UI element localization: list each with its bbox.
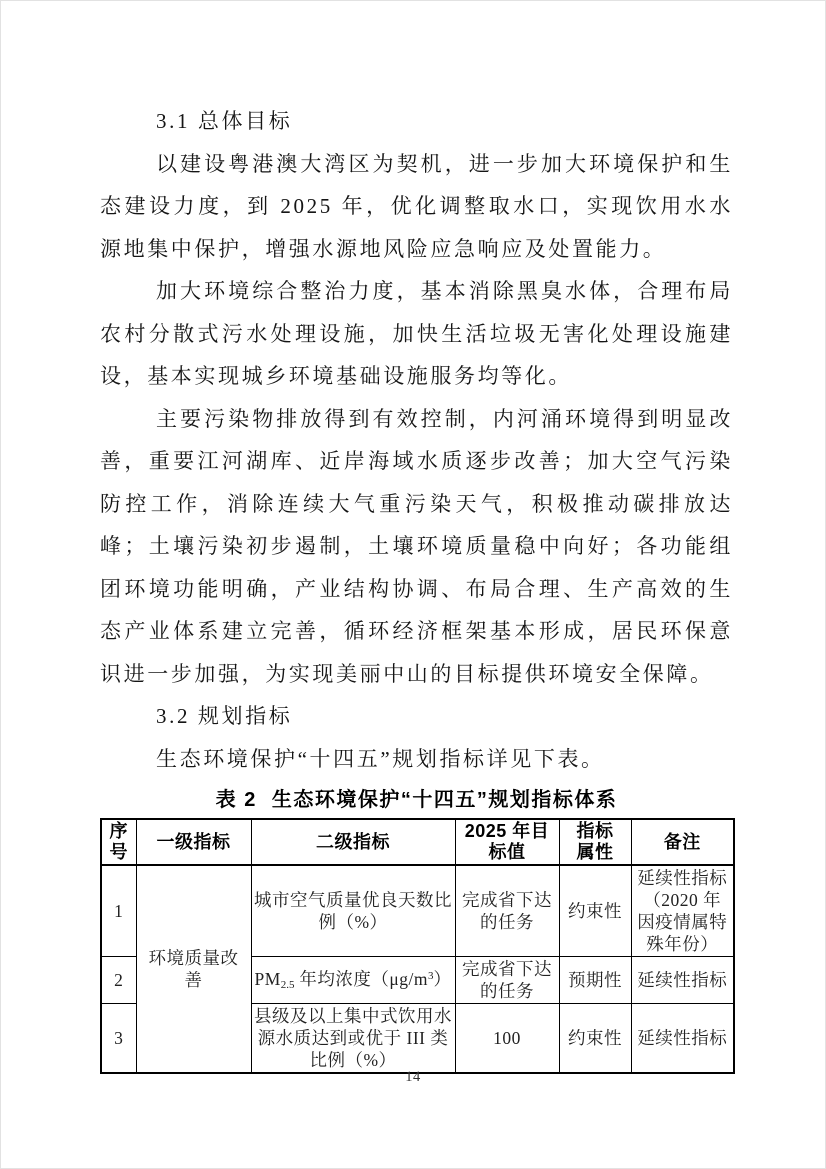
pm25-mid: 年均浓度（μg/m (294, 968, 429, 989)
column-header-primary-indicator: 一级指标 (136, 819, 251, 865)
paragraph-planning-indicators: 生态环境保护“十四五”规划指标详见下表。 (156, 746, 605, 771)
cell-primary-indicator (136, 865, 251, 1073)
column-header-no: 序号 (101, 819, 136, 865)
cell-note: 延续性指标 (631, 1004, 734, 1074)
cell-secondary-indicator: 县级及以上集中式饮用水源水质达到或优于 III 类比例（%） (251, 1004, 455, 1074)
column-header-attribute-label: 指标属性 (576, 821, 614, 862)
cell-attribute: 约束性 (559, 1004, 631, 1074)
table-row (101, 865, 734, 957)
column-header-target-2025: 2025 年目标值 (455, 819, 559, 865)
pm25-superscript: 3 (428, 969, 434, 982)
cell-no: 1 (101, 865, 136, 957)
table-caption-number: 表 2 (215, 789, 257, 811)
column-header-secondary-indicator: 二级指标 (251, 819, 455, 865)
document-body (100, 100, 733, 1074)
pm25-subscript: 2.5 (280, 978, 295, 991)
cell-note: 延续性指标（2020 年因疫情属特殊年份） (631, 865, 734, 957)
cell-attribute: 预期性 (559, 957, 631, 1004)
cell-secondary-indicator (251, 957, 455, 1004)
column-header-note: 备注 (631, 819, 734, 865)
paragraph-overall-goal-1: 以建设粤港澳大湾区为契机，进一步加大环境保护和生态建设力度，到 2025 年，优化调整取水口，实现饮用水水源地集中保护，增强水源地风险应急响应及处置能力。 (100, 151, 733, 261)
table-caption (100, 785, 733, 815)
paragraph-overall-goal-2: 加大环境综合整治力度，基本消除黑臭水体，合理布局农村分散式污水处理设施，加快生活垃圾无害化处理设施建设，基本实现城乡环境基础设施服务均等化。 (100, 279, 733, 388)
cell-secondary-indicator: 城市空气质量优良天数比例（%） (251, 865, 455, 957)
cell-note: 延续性指标 (631, 957, 734, 1004)
column-header-attribute (559, 819, 631, 865)
section-heading-3-2: 3.2 规划指标 (156, 704, 293, 728)
cell-no: 3 (101, 1004, 136, 1074)
cell-attribute: 约束性 (559, 865, 631, 957)
cell-target: 100 (455, 1004, 559, 1074)
table-header-row (101, 819, 734, 865)
cell-target: 完成省下达的任务 (455, 957, 559, 1004)
primary-indicator-label: 环境质量改善 (148, 948, 239, 990)
pm25-base: PM (254, 968, 281, 989)
page-number: 14 (405, 1069, 421, 1085)
pm25-end: ） (433, 968, 452, 989)
cell-target: 完成省下达的任务 (455, 865, 559, 957)
section-heading-3-1: 3.1 总体目标 (156, 109, 293, 133)
indicator-table (100, 818, 735, 1074)
cell-no: 2 (101, 957, 136, 1004)
paragraph-overall-goal-3: 主要污染物排放得到有效控制，内河涌环境得到明显改善，重要江河湖库、近岸海域水质逐步改善；加大空气污染防控工作，消除连续大气重污染天气，积极推动碳排放达峰；土壤污染初步遏制，土壤环境质量稳中向好；各功能组团环境功能明确，产业结构协调、布局合理、生产高效的生态产业体系建立完善，循环经济框架基本形成，居民环保意识进一步加强，为实现美丽中山的目标提供环境安全保障。 (100, 406, 733, 686)
table-caption-title: 生态环境保护“十四五”规划指标体系 (271, 789, 618, 811)
